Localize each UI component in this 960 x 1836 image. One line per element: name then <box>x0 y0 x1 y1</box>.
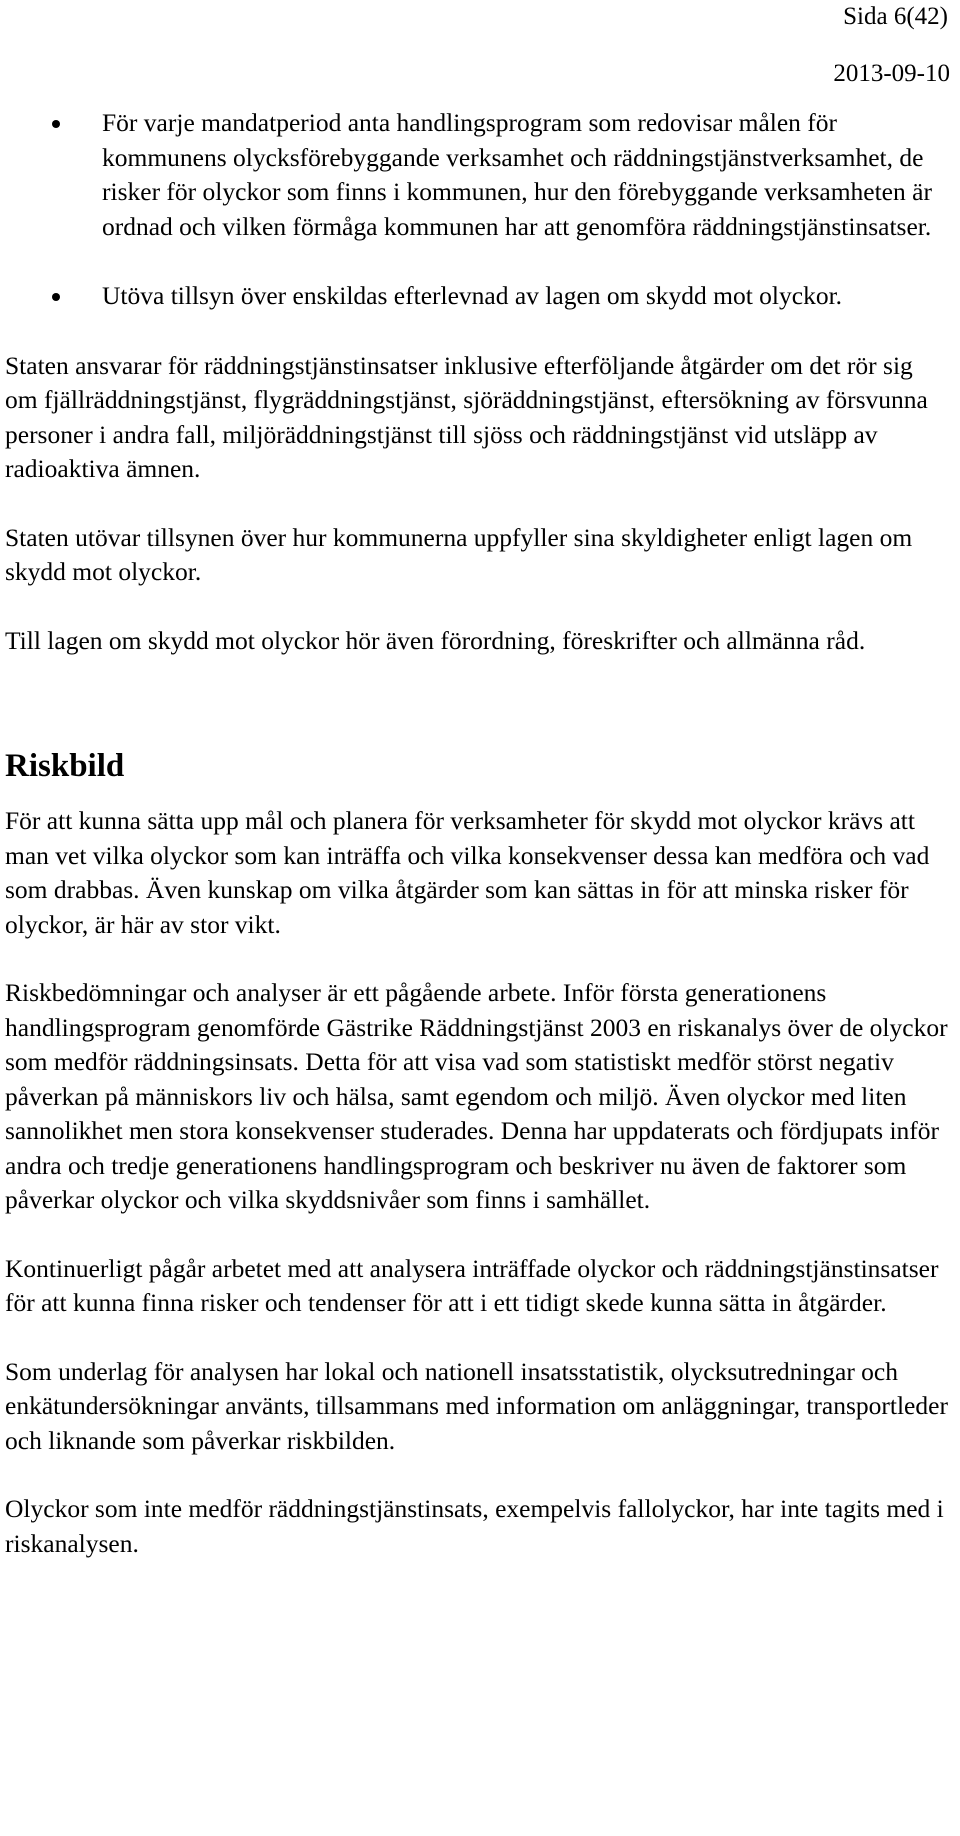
bullet-list <box>5 106 950 314</box>
document-date: 2013-09-10 <box>833 60 950 87</box>
paragraph: Som underlag för analysen har lokal och nationell insatsstatistik, olycksutredningar och enkätundersökningar använts, tillsammans med information om anläggningar, transportleder och liknande som påverkar riskbilden. <box>5 1356 948 1455</box>
paragraph: Staten ansvarar för räddningstjänstinsatser inklusive efterföljande åtgärder om det rör sig om fjällräddningstjänst, flygräddningstjänst, sjöräddningstjänst, eftersökning av försvunna personer i andra fall, miljöräddningstjänst till sjöss och räddningstjänst vid utsläpp av radioaktiva ämnen. <box>5 350 928 483</box>
section-heading: Riskbild <box>5 748 125 784</box>
paragraph: Olyckor som inte medför räddningstjänstinsats, exempelvis fallolyckor, har inte tagits med i riskanalysen. <box>5 1494 944 1558</box>
paragraph: Riskbedömningar och analyser är ett pågående arbete. Inför första generationens handlingsprogram genomförde Gästrike Räddningstjänst 2003 en riskanalys över de olyckor som medför räddningsinsats. Detta för att visa vad som statistiskt medför störst negativ påverkan på människors liv och hälsa, samt egendom och miljö. Även olyckor med liten sannolikhet men stora konsekvenser studerades. Denna har uppdaterats och fördjupats inför andra och tredje generationens handlingsprogram och beskriver nu även de faktorer som påverkar olyckor och vilka skyddsnivåer som finns i samhället. <box>5 978 948 1214</box>
paragraph: Till lagen om skydd mot olyckor hör även förordning, föreskrifter och allmänna råd. <box>5 625 866 655</box>
bullet-item <box>5 279 950 314</box>
document-body <box>5 106 950 1561</box>
bullet-icon <box>52 293 60 301</box>
paragraph: Staten utövar tillsynen över hur kommunerna uppfyller sina skyldigheter enligt lagen om skydd mot olyckor. <box>5 522 913 586</box>
bullet-text: Utöva tillsyn över enskildas efterlevnad av lagen om skydd mot olyckor. <box>102 281 843 310</box>
page-number: Sida 6(42) <box>843 3 948 30</box>
bullet-item <box>5 106 950 244</box>
bullet-icon <box>52 120 60 128</box>
paragraph: Kontinuerligt pågår arbetet med att analysera inträffade olyckor och räddningstjänstinsatser för att kunna finna risker och tendenser för att i ett tidigt skede kunna sätta in åtgärder. <box>5 1253 939 1317</box>
paragraph: För att kunna sätta upp mål och planera för verksamheter för skydd mot olyckor krävs att man vet vilka olyckor som kan inträffa och vilka konsekvenser dessa kan medföra och vad som drabbas. Även kunskap om vilka åtgärder som kan sättas in för att minska risker för olyckor, är här av stor vikt. <box>5 806 930 939</box>
bullet-text: För varje mandatperiod anta handlingsprogram som redovisar målen för kommunens olycksförebyggande verksamhet och räddningstjänstverksamhet, de risker för olyckor som finns i kommunen, hur den förebyggande verksamheten är ordnad och vilken förmåga kommunen har att genomföra räddningstjänstinsatser. <box>102 108 932 241</box>
